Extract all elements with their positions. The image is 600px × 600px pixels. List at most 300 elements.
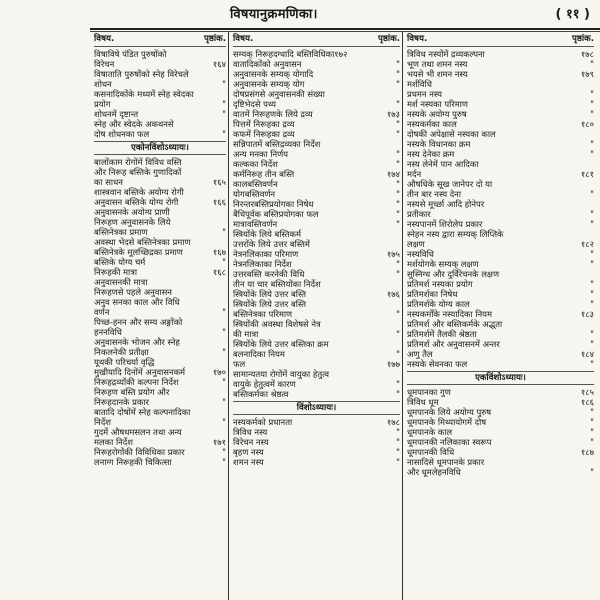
entry-page: " — [590, 339, 594, 349]
entry-subject: बालोंकाम रोगोंमें विविध वस्ति — [94, 157, 182, 167]
entry-page: " — [396, 149, 400, 159]
entry-subject: नासादिसे धूमपानके प्रकार — [407, 457, 485, 467]
entry-page: " — [590, 299, 594, 309]
entry-subject: नस्यके अयोग्य पुरुष — [407, 109, 467, 119]
entry-subject: निरूहकी मात्रा — [94, 267, 138, 277]
entry-subject: नस्यविधि — [407, 249, 434, 259]
entry-page: " — [590, 189, 594, 199]
index-entry — [233, 437, 400, 447]
entry-subject: निरूहण अनुवासनके लिये — [94, 217, 171, 227]
index-entry — [407, 109, 594, 119]
entry-subject: स्त्रियोंकी अवस्था विशेषसे नेत्र — [233, 319, 321, 329]
index-entry — [407, 447, 594, 457]
entry-page: " — [396, 159, 400, 169]
entry-page: " — [222, 129, 226, 139]
entry-subject: धूमपानका गुण — [407, 387, 451, 397]
column-header — [233, 34, 400, 47]
entry-subject: बस्तिनेत्रका प्रमाण — [94, 227, 148, 237]
entry-page: " — [396, 457, 400, 467]
entry-subject: धूमपानकी विधि — [407, 447, 455, 457]
entry-subject: अनुवासनके सम्यक् योगादि — [233, 69, 314, 79]
entry-subject: अनुव सनका काल और विधि — [94, 297, 180, 307]
entry-page: " — [396, 99, 400, 109]
index-entry — [407, 349, 594, 359]
index-entry — [233, 119, 400, 129]
entry-page: १८५ — [580, 387, 594, 397]
entry-page: " — [590, 427, 594, 437]
index-entry — [94, 217, 226, 227]
entry-subject: मर्शविधि — [407, 79, 432, 89]
entry-subject: धूमपानकी नलिकाका स्वरूप — [407, 437, 492, 447]
entry-subject: दृष्टिभेदसे पथ्य — [233, 99, 277, 109]
index-entry — [94, 417, 226, 427]
index-entry — [233, 59, 400, 69]
index-entry — [233, 389, 400, 399]
entry-subject: निरूहद्रव्योंकी कल्पना निर्देश — [94, 377, 179, 387]
index-entry — [407, 269, 594, 279]
index-entry — [233, 109, 400, 119]
index-entry — [233, 379, 400, 389]
index-entry — [94, 247, 226, 257]
entry-page: " — [590, 437, 594, 447]
index-entry — [94, 357, 226, 367]
index-entry — [407, 189, 594, 199]
entry-subject: मलका निर्देश — [94, 437, 133, 447]
index-entry — [407, 59, 594, 69]
index-entry — [233, 229, 400, 239]
entry-page: " — [396, 427, 400, 437]
entry-page: १८४ — [580, 349, 594, 359]
entry-page: १७४ — [386, 169, 400, 179]
entry-subject: औषधिके सूख जानेपर दो या — [407, 179, 493, 189]
index-entry — [233, 159, 400, 169]
entry-subject: बृहण नस्य — [233, 447, 264, 457]
index-entry — [407, 49, 594, 59]
index-entry — [233, 169, 400, 179]
entry-subject: अनुवासन बस्तिके योग्य रोगी — [94, 197, 179, 207]
entry-page: १७६ — [386, 289, 400, 299]
entry-subject: बैधिपूर्वक बस्तिप्रयोगका फल — [233, 209, 319, 219]
column-header-page: पृष्ठांक. — [203, 34, 226, 44]
index-entry — [94, 367, 226, 377]
index-entry — [94, 79, 226, 89]
entry-page: " — [396, 389, 400, 399]
entry-subject: कसनादिकोंके मध्यमें स्नेह स्वेदका — [94, 89, 194, 99]
entry-subject: नस्यकर्मका काल — [407, 119, 457, 129]
index-entry — [407, 229, 594, 239]
entry-subject: दोषप्रसंगसे अनुवासनकी संख्या — [233, 89, 325, 99]
entry-page: " — [590, 259, 594, 269]
entry-subject: निर्देश — [94, 417, 111, 427]
entry-page: " — [396, 219, 400, 229]
entry-subject: मर्श नस्यका परिमाण — [407, 99, 468, 109]
column-header — [407, 34, 594, 47]
entry-subject: स्त्रियोंके लिये उत्तर बस्तिका क्रम — [233, 339, 329, 349]
index-entry — [233, 139, 400, 149]
index-entry — [94, 119, 226, 129]
entry-page: " — [590, 59, 594, 69]
index-entry — [94, 347, 226, 357]
entry-subject: बस्तिनेत्रका परिमाण — [233, 309, 293, 319]
index-entry — [233, 339, 400, 349]
page-header — [0, 0, 600, 26]
index-entry — [407, 209, 594, 219]
index-entry — [233, 249, 400, 259]
entry-subject: उत्तरबस्ति करनेकी विधि — [233, 269, 305, 279]
entry-page: " — [222, 227, 226, 237]
entry-page: " — [222, 397, 226, 407]
entry-page: " — [396, 349, 400, 359]
entry-subject: तीन या चार बस्तियोंका निर्देश — [233, 279, 321, 289]
index-entry — [407, 119, 594, 129]
index-entry — [233, 457, 400, 467]
entry-subject: और निरूह बस्तिके गुणादिकों — [94, 167, 182, 177]
entry-page: " — [222, 457, 226, 467]
index-entry — [233, 329, 400, 339]
column-divider — [402, 32, 403, 600]
entry-page: " — [396, 59, 400, 69]
column-header — [94, 34, 226, 47]
index-entry — [233, 49, 400, 59]
entry-page: १६८ — [212, 267, 226, 277]
index-entry — [233, 99, 400, 109]
index-entry — [407, 239, 594, 249]
entry-subject: नस्यके सेवनका फल — [407, 359, 468, 369]
index-entry — [407, 427, 594, 437]
index-entry — [233, 359, 400, 369]
entry-subject: नेत्रनलिकाका निर्देश — [233, 259, 292, 269]
entry-subject: दोषकी अपेक्षासे नस्यका काल — [407, 129, 496, 139]
index-entry — [407, 339, 594, 349]
index-entry — [233, 369, 400, 379]
index-entry — [94, 109, 226, 119]
entry-subject: विषाताति पुरुषोंको स्नेह विरेचले — [94, 69, 189, 79]
entry-page: " — [222, 79, 226, 89]
entry-page: " — [396, 269, 400, 279]
entry-page: " — [590, 289, 594, 299]
entry-page: " — [396, 179, 400, 189]
index-entry — [233, 69, 400, 79]
entry-subject: योगबस्तिवर्णन — [233, 189, 276, 199]
index-entry — [407, 279, 594, 289]
entry-subject: लक्षण — [407, 239, 425, 249]
entry-page: " — [396, 309, 400, 319]
entry-subject: सन्निपातमें बस्तिद्रव्यका निर्देश — [233, 139, 321, 149]
entry-subject: मर्शयोगके सम्यक् लक्षण — [407, 259, 479, 269]
index-entry — [407, 359, 594, 369]
entry-subject: शोधन — [94, 79, 112, 89]
index-entry — [233, 239, 400, 249]
index-entry — [94, 59, 226, 69]
index-entry — [407, 457, 594, 467]
index-entry — [94, 227, 226, 237]
index-column-3 — [407, 34, 594, 477]
entry-subject: निरूहणसे पहले अनुवासन — [94, 287, 172, 297]
entry-page: " — [590, 89, 594, 99]
entry-subject: का साधन — [94, 177, 123, 187]
index-entry — [233, 349, 400, 359]
entry-subject: दोष शोधनका फल — [94, 129, 150, 139]
entry-subject: नेत्रनलिकाका परिमाण — [233, 249, 299, 259]
index-entry — [233, 189, 400, 199]
entry-page: " — [590, 467, 594, 477]
entry-subject: बस्तिके योग्य चर्म — [94, 257, 146, 267]
entry-subject: सम्यक् निरूहदग्धादि बस्तिविधिका१७२ — [233, 49, 348, 59]
index-entry — [407, 79, 594, 89]
index-entry — [94, 437, 226, 447]
index-entry — [94, 327, 226, 337]
entry-page: " — [396, 447, 400, 457]
index-entry — [94, 49, 226, 59]
entry-subject: सामान्यतया रोगोंमें वायुका हेतुत्व — [233, 369, 329, 379]
entry-subject: विरेचन नस्य — [233, 437, 269, 447]
entry-subject: पिच्छ-हनन और सम्य अङ्गोंको — [94, 317, 183, 327]
index-entry — [407, 159, 594, 169]
index-entry — [407, 329, 594, 339]
index-entry — [407, 89, 594, 99]
entry-subject: शमन नस्य — [233, 457, 264, 467]
entry-page: " — [222, 99, 226, 109]
section-heading: एकोनविंशोऽध्यायः। — [94, 141, 226, 155]
index-entry — [94, 99, 226, 109]
entry-subject: बस्तिनेत्रके मूलच्छिद्रका प्रमाण — [94, 247, 183, 257]
index-entry — [94, 307, 226, 317]
index-entry — [233, 219, 400, 229]
entry-page: " — [590, 279, 594, 289]
index-entry — [233, 269, 400, 279]
index-entry — [233, 427, 400, 437]
index-entry — [94, 297, 226, 307]
entry-subject: वातादिकोंको अनुवासन — [233, 59, 302, 69]
entry-page: १७३ — [386, 109, 400, 119]
entry-page: " — [222, 307, 226, 317]
index-entry — [233, 199, 400, 209]
index-entry — [407, 437, 594, 447]
page-number: ( ११ ) — [555, 7, 590, 22]
entry-subject: धूमपानके मिथ्यायोगमें दोष — [407, 417, 487, 427]
entry-page: " — [590, 149, 594, 159]
index-entry — [94, 447, 226, 457]
index-entry — [407, 397, 594, 407]
index-entry — [407, 387, 594, 397]
entry-subject: कल्कका निर्देश — [233, 159, 278, 169]
entry-subject: निकलनेकी प्रतीक्षा — [94, 347, 149, 357]
entry-page: " — [222, 109, 226, 119]
column-header-page: पृष्ठांक. — [571, 34, 594, 44]
index-entry — [407, 99, 594, 109]
index-entry — [94, 407, 226, 417]
entry-page: १७८ — [580, 49, 594, 59]
entry-page: " — [590, 249, 594, 259]
entry-page: १८० — [580, 119, 594, 129]
entry-subject: कर्मनिरूह तीन बस्ति — [233, 169, 295, 179]
entry-page: १६५ — [212, 177, 226, 187]
entry-subject: अणु तैल — [407, 349, 433, 359]
entry-subject: प्रतिमर्शके योग्य काल — [407, 299, 470, 309]
entry-subject: स्त्रियोंके लिये उत्तर बस्ति — [233, 299, 306, 309]
entry-subject: विषाविषे पंडित पुरुषोंको — [94, 49, 167, 59]
column-header-page: पृष्ठांक. — [377, 34, 400, 44]
entry-page: " — [396, 379, 400, 389]
entry-subject: नस्य देनेका क्रम — [407, 149, 455, 159]
entry-page: " — [590, 99, 594, 109]
index-entry — [94, 167, 226, 177]
entry-subject: प्रतिमर्शका निषेध — [407, 289, 458, 299]
entry-subject: भयसे भी शमन नस्य — [407, 69, 468, 79]
index-entry — [233, 259, 400, 269]
entry-subject: कफमें निरूहका द्रव्य — [233, 129, 295, 139]
entry-subject: धूमपानके लिये अयोग्य पुरुष — [407, 407, 492, 417]
entry-subject: उत्तरोंके लिये उत्तर बस्तिमें — [233, 239, 310, 249]
entry-subject: अनुवासनकी मात्रा — [94, 277, 148, 287]
index-entry — [233, 89, 400, 99]
entry-subject: मुखीयादि दिनोंमें अनुवासनकर्म — [94, 367, 186, 377]
entry-page: " — [396, 199, 400, 209]
entry-subject: निरूहण बस्ति प्रयोग और — [94, 387, 170, 397]
index-entry — [407, 179, 594, 189]
index-entry — [407, 199, 594, 209]
index-entry — [94, 177, 226, 187]
entry-page: " — [590, 407, 594, 417]
index-entry — [407, 249, 594, 259]
index-entry — [407, 259, 594, 269]
entry-subject: वायुके हेतुत्वमें कारण — [233, 379, 296, 389]
index-entry — [94, 197, 226, 207]
entry-page: १८३ — [580, 309, 594, 319]
entry-page: " — [590, 219, 594, 229]
entry-subject: स्त्रियोंके लिये उत्तर बस्ति — [233, 289, 306, 299]
section-heading: विंशोऽध्यायः। — [233, 401, 400, 415]
entry-subject: अनुवासनके भोजन और स्नेह — [94, 337, 180, 347]
entry-subject: निरूहरोगोंकी विविधिका प्रकार — [94, 447, 185, 457]
entry-subject: प्रतिमर्श और अनुवासनमें अन्तर — [407, 339, 500, 349]
index-entry — [94, 157, 226, 167]
entry-page: " — [396, 69, 400, 79]
entry-page: १६४ — [212, 59, 226, 69]
entry-subject: नस्य लेनेमें पान आदिका — [407, 159, 479, 169]
entry-subject: कालबस्तिवर्णन — [233, 179, 278, 189]
entry-subject: मात्रावस्तिवर्णन — [233, 219, 278, 229]
entry-subject: विरेचन — [94, 59, 115, 69]
index-entry — [233, 79, 400, 89]
index-entry — [407, 299, 594, 309]
entry-page: १८२ — [580, 239, 594, 249]
entry-page: १७१ — [212, 437, 226, 447]
entry-subject: वातमें निरूहणके लिये द्रव्य — [233, 109, 313, 119]
index-entry — [94, 337, 226, 347]
header-rule-secondary — [90, 31, 600, 32]
entry-subject: निरन्तरबस्तिप्रयोगका निषेध — [233, 199, 314, 209]
entry-subject: त्रिविध नस्योंमें द्रव्यकल्पना — [407, 49, 485, 59]
entry-page: " — [590, 329, 594, 339]
entry-subject: नस्यपानमें शिरोलेप प्रकार — [407, 219, 483, 229]
entry-page: " — [396, 329, 400, 339]
index-entry — [233, 149, 400, 159]
entry-page: १८६ — [580, 397, 594, 407]
entry-subject: त्रिविध नस्य — [233, 427, 268, 437]
entry-subject: बस्तिकर्मका श्रेष्ठत्व — [233, 389, 289, 399]
entry-subject: गुदमें औषधमसलन तथा अन्य — [94, 427, 182, 437]
entry-page: १७७ — [386, 359, 400, 369]
index-column-2 — [233, 34, 400, 467]
entry-subject: अन्य मनका निर्णय — [233, 149, 289, 159]
index-entry — [407, 149, 594, 159]
entry-subject: शास्त्रवान बस्तिके अयोग्य रोगी — [94, 187, 184, 197]
entry-page: " — [396, 209, 400, 219]
index-entry — [407, 219, 594, 229]
entry-subject: और धूमलेहनविधि — [407, 467, 461, 477]
entry-subject: पित्तमें निरूहका द्रव्य — [233, 119, 295, 129]
index-entry — [94, 129, 226, 139]
entry-page: १८१ — [580, 169, 594, 179]
entry-subject: प्रयोग — [94, 99, 111, 109]
entry-page: " — [396, 189, 400, 199]
index-column-1 — [94, 34, 226, 467]
index-entry — [407, 319, 594, 329]
entry-subject: निरूहदानके प्रकार — [94, 397, 149, 407]
index-entry — [94, 207, 226, 217]
entry-page: " — [590, 109, 594, 119]
index-entry — [407, 129, 594, 139]
entry-subject: बातादि दोषोंमें स्नेह कल्पनादिका — [94, 407, 191, 417]
index-entry — [94, 277, 226, 287]
entry-subject: मर्दन — [407, 169, 422, 179]
entry-page: " — [222, 417, 226, 427]
entry-subject: तीन बार नस्य देना — [407, 189, 461, 199]
index-entry — [233, 129, 400, 139]
index-entry — [233, 417, 400, 427]
entry-subject: बलनादिका नियम — [233, 349, 285, 359]
index-entry — [233, 309, 400, 319]
entry-subject: भूण तथा शमन नस्य — [407, 59, 468, 69]
section-heading: एकविंशोऽध्यायः। — [407, 371, 594, 385]
entry-page: १६६ — [212, 197, 226, 207]
entry-page: १६७ — [212, 247, 226, 257]
entry-page: १७९ — [580, 69, 594, 79]
entry-subject: फल — [233, 359, 246, 369]
entry-subject: सुस्निग्ध और दुर्विरेचनके लक्षण — [407, 269, 499, 279]
index-entry — [407, 139, 594, 149]
index-entry — [94, 267, 226, 277]
index-entry — [94, 397, 226, 407]
entry-subject: हननविधि — [94, 327, 122, 337]
entry-subject: स्त्रियोंके लिये बस्तिकर्म — [233, 229, 301, 239]
entry-subject: वर्णन — [94, 307, 110, 317]
entry-subject: त्रिविध धूम — [407, 397, 439, 407]
column-header-subject: विषय. — [407, 34, 428, 44]
header-rule — [90, 28, 600, 30]
index-entry — [94, 187, 226, 197]
entry-page: " — [222, 447, 226, 457]
entry-page: " — [396, 119, 400, 129]
index-entry — [94, 427, 226, 437]
entry-subject: नस्यकर्मको प्रधानता — [233, 417, 293, 427]
entry-page: " — [590, 417, 594, 427]
index-entry — [407, 169, 594, 179]
entry-subject: अनुवासनके सम्यक् योग — [233, 79, 305, 89]
index-entry — [233, 279, 400, 289]
index-entry — [407, 407, 594, 417]
index-entry — [233, 447, 400, 457]
index-entry — [407, 69, 594, 79]
index-entry — [233, 299, 400, 309]
entry-subject: नस्यसे मूर्च्छा आदि होनेपर — [407, 199, 485, 209]
index-entry — [94, 89, 226, 99]
entry-page: १७० — [212, 367, 226, 377]
column-divider — [228, 32, 229, 600]
index-entry — [233, 209, 400, 219]
index-entry — [94, 387, 226, 397]
